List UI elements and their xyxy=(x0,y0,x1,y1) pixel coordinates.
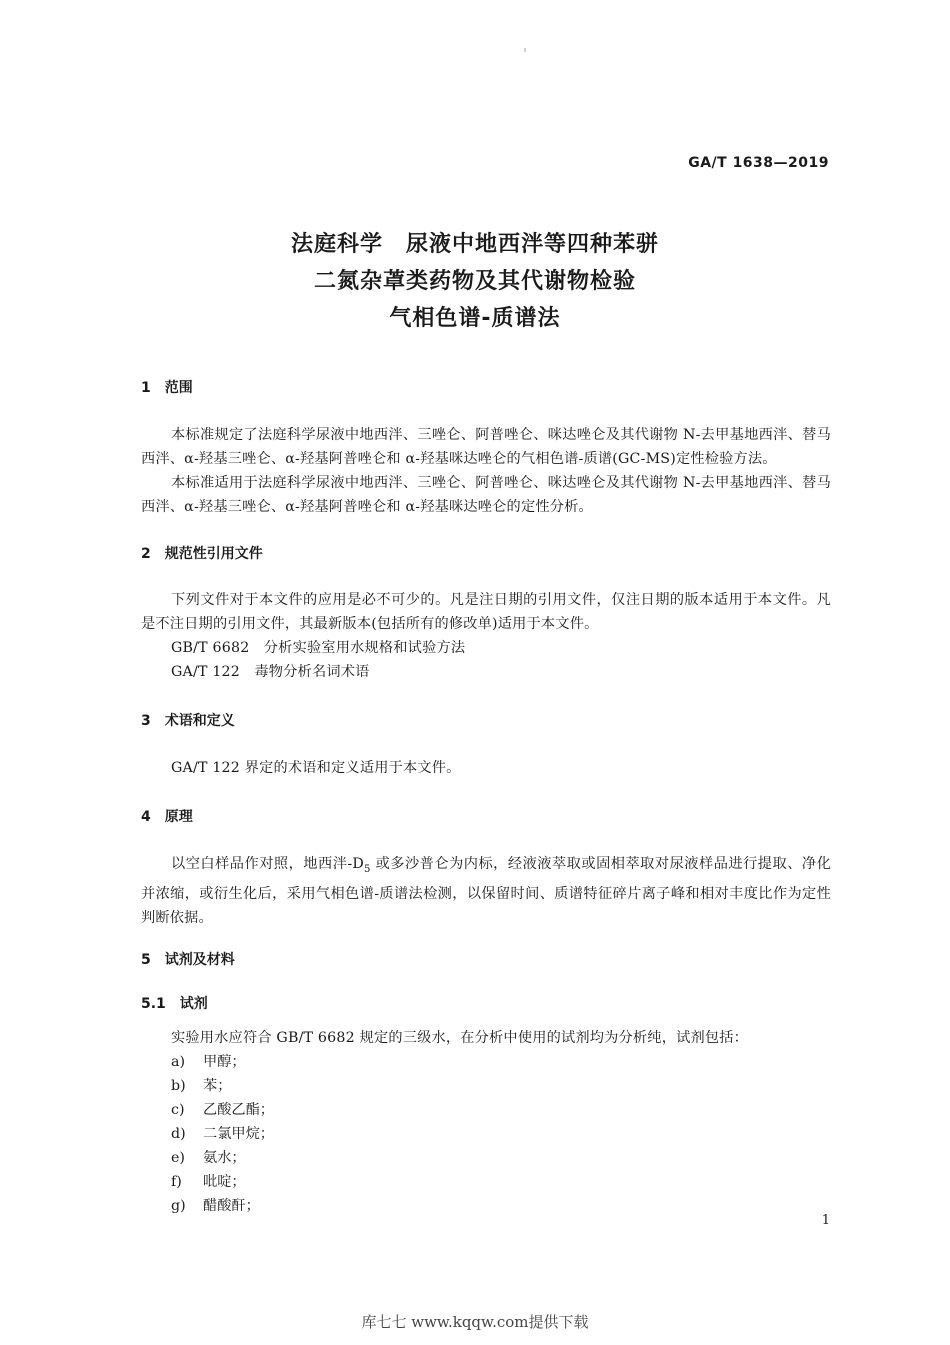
reagent-list-item xyxy=(171,1170,246,1194)
reagent-list-item xyxy=(171,1194,260,1218)
reagents-intro: 实验用水应符合 GB/T 6682 规定的三级水，在分析中使用的试剂均为分析纯，试剂包括： xyxy=(171,1030,749,1046)
list-label: g) xyxy=(171,1198,186,1214)
list-label: b) xyxy=(171,1078,186,1094)
section-3-heading: 3 术语和定义 xyxy=(141,713,235,729)
reagent-list-item xyxy=(171,1146,246,1170)
page-number: 1 xyxy=(821,1213,830,1228)
section-2-heading: 2 规范性引用文件 xyxy=(141,546,263,562)
principle-text-start: 以空白样品作对照，地西泮-D xyxy=(171,856,364,872)
reagent-list-item xyxy=(171,1098,274,1122)
list-text: 氨水； xyxy=(203,1150,246,1166)
list-text: 二氯甲烷； xyxy=(203,1126,274,1142)
list-label: d) xyxy=(171,1126,186,1142)
title-line-2: 二氮杂䓬类药物及其代谢物检验 xyxy=(313,269,636,294)
title-line-1: 法庭科学 尿液中地西泮等四种苯骈 xyxy=(290,232,659,257)
section-4-paragraph xyxy=(141,852,831,930)
section-1-paragraph-2: 本标准适用于法庭科学尿液中地西泮、三唑仑、阿普唑仑、咪达唑仑及其代谢物 N-去甲基地西泮、替马西泮、α-羟基三唑仑、α-羟基阿普唑仑和 α-羟基咪达唑仑的定性分析。 xyxy=(141,475,831,515)
reference-gb-t-6682: GB/T 6682 分析实验室用水规格和试验方法 xyxy=(171,640,466,656)
reference-ga-t-122: GA/T 122 毒物分析名词术语 xyxy=(171,664,370,680)
list-label: f) xyxy=(171,1174,182,1190)
section-3-paragraph: GA/T 122 界定的术语和定义适用于本文件。 xyxy=(171,760,461,776)
list-text: 吡啶； xyxy=(203,1174,246,1190)
section-1-heading: 1 范围 xyxy=(141,380,193,396)
list-text: 醋酸酐； xyxy=(203,1198,260,1214)
list-text: 甲醇； xyxy=(203,1054,246,1070)
list-text: 乙酸乙酯； xyxy=(203,1102,274,1118)
principle-text-rest: 或多沙普仑为内标，经液液萃取或固相萃取对尿液样品进行提取、净化并浓缩，或衍生化后，采用气相色谱-质谱法检测，以保留时间、质谱特征碎片离子峰和相对丰度比作为定性判断依据。 xyxy=(141,856,831,926)
reagent-list-item xyxy=(171,1122,274,1146)
section-4-heading: 4 原理 xyxy=(141,809,193,825)
download-footer: 库七七 www.kqqw.com提供下载 xyxy=(361,1313,589,1331)
section-5-heading: 5 试剂及材料 xyxy=(141,952,235,968)
list-label: e) xyxy=(171,1150,185,1166)
list-label: c) xyxy=(171,1102,185,1118)
deuterium-subscript: 5 xyxy=(363,863,371,875)
list-label: a) xyxy=(171,1054,185,1070)
scan-speck xyxy=(524,48,526,52)
standard-code: GA/T 1638—2019 xyxy=(688,155,829,171)
document-title xyxy=(0,226,950,337)
list-text: 苯； xyxy=(203,1078,232,1094)
section-2-paragraph: 下列文件对于本文件的应用是必不可少的。凡是注日期的引用文件，仅注日期的版本适用于本文件。凡是不注日期的引用文件，其最新版本(包括所有的修改单)适用于本文件。 xyxy=(141,592,831,632)
section-1-paragraph-1: 本标准规定了法庭科学尿液中地西泮、三唑仑、阿普唑仑、咪达唑仑及其代谢物 N-去甲基地西泮、替马西泮、α-羟基三唑仑、α-羟基阿普唑仑和 α-羟基咪达唑仑的气相色谱-质谱(GC-MS)定性检验方法。 xyxy=(141,427,831,467)
title-line-3: 气相色谱-质谱法 xyxy=(389,306,561,331)
reagent-list-item xyxy=(171,1074,231,1098)
reagent-list-item xyxy=(171,1050,246,1074)
section-5-1-heading: 5.1 试剂 xyxy=(141,996,208,1012)
